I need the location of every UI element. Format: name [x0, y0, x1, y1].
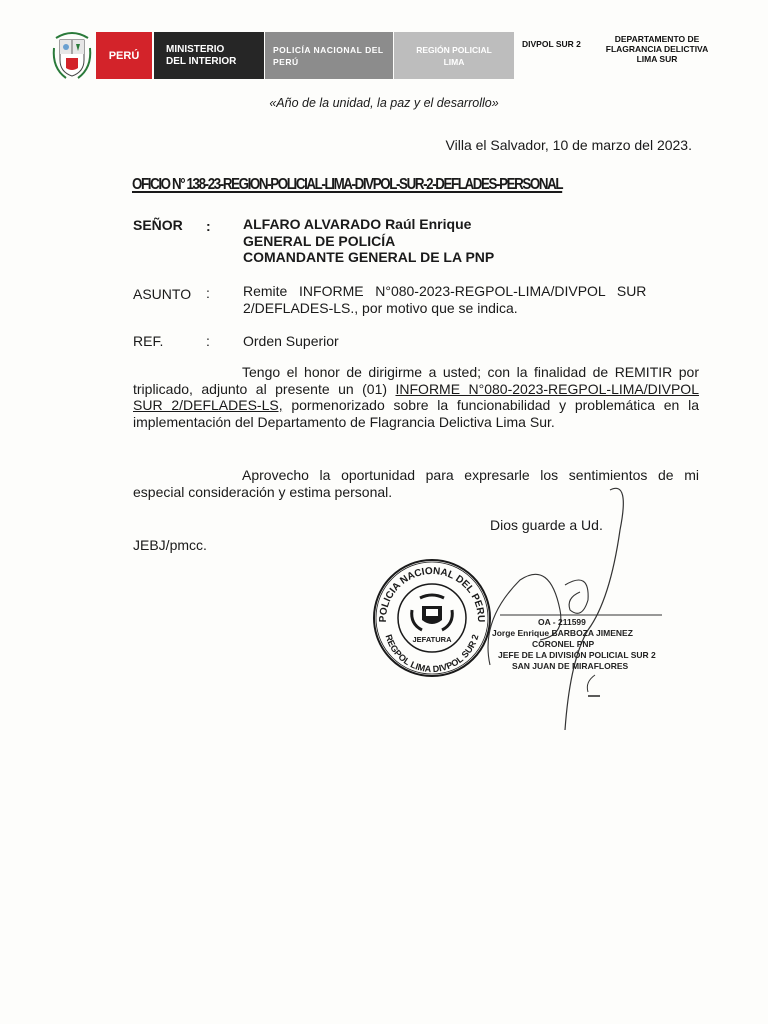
asunto-text: Remite INFORME N°080-2023-REGPOL-LIMA/DIVPOL SUR 2/DEFLADES-LS., por motivo que se indica.: [243, 283, 647, 316]
signature-code: OA - 211599: [538, 617, 586, 627]
place-date: Villa el Salvador, 10 de marzo del 2023.: [445, 137, 692, 153]
informe-reference: INFORME N°080-2023-REGPOL-LIMA/DIVPOL SUR 2/DEFLADES-LS,: [133, 380, 699, 413]
header-department: DEPARTAMENTO DE FLAGRANCIA DELICTIVA LIMA SUR: [605, 34, 709, 64]
oficio-title: OFICIO N° 138-23-REGION-POLICIAL-LIMA-DIVPOL-SUR-2-DEFLADES-PERSONAL: [132, 176, 563, 193]
addressee: ALFARO ALVARADO Raúl Enrique GENERAL DE POLICÍA COMANDANTE GENERAL DE LA PNP: [243, 216, 495, 265]
peru-coat-of-arms-icon: [50, 28, 94, 80]
header-pnp: POLICÍA NACIONAL DEL PERÚ: [265, 32, 393, 79]
header-ministerio: MINISTERIO DEL INTERIOR: [154, 32, 264, 79]
seal-bottom-text: REGPOL LIMA DIVPOL SUR 2: [383, 633, 481, 675]
signature-position: JEFE DE LA DIVISIÓN POLICIAL SUR 2: [498, 650, 656, 660]
ref-colon: :: [206, 333, 210, 349]
senor-colon: :: [206, 218, 211, 234]
senor-label: SEÑOR: [133, 217, 183, 233]
ref-value: Orden Superior: [243, 333, 339, 349]
body-paragraph-1: Tengo el honor de dirigirme a usted; con la finalidad de REMITIR por triplicado, adjunto al presente un (01) INFORME N°080-2023-REGPOL-LIMA/DIVPOL SUR 2/DEFLADES-LS, pormenorizado sobre la funcionabilidad y problemática en la implementación del Departamento de Flagrancia Delictiva Lima Sur.: [133, 364, 699, 430]
closing: Dios guarde a Ud.: [490, 517, 603, 533]
header-divpol: DIVPOL SUR 2: [522, 39, 581, 49]
header-region: REGIÓN POLICIAL LIMA: [394, 32, 514, 79]
asunto-colon: :: [206, 285, 210, 301]
asunto-label: ASUNTO: [133, 286, 192, 302]
signature-location: SAN JUAN DE MIRAFLORES: [512, 661, 629, 671]
seal-center-text: JEFATURA: [412, 635, 452, 644]
ref-label: REF.: [133, 333, 164, 349]
seal-outer-text: POLICIA NACIONAL DEL PERU: [377, 565, 487, 623]
initials: JEBJ/pmcc.: [133, 537, 207, 553]
handwritten-signature: [470, 460, 680, 740]
body-paragraph-2: Aprovecho la oportunidad para expresarle los sentimientos de mi especial consideración y estima personal.: [133, 467, 699, 500]
year-motto: «Año de la unidad, la paz y el desarrollo»: [269, 96, 499, 110]
signature-rank: CORONEL PNP: [532, 639, 595, 649]
header-peru: PERÚ: [96, 32, 152, 79]
signature-name: Jorge Enrique BARBOZA JIMENEZ: [492, 628, 633, 638]
